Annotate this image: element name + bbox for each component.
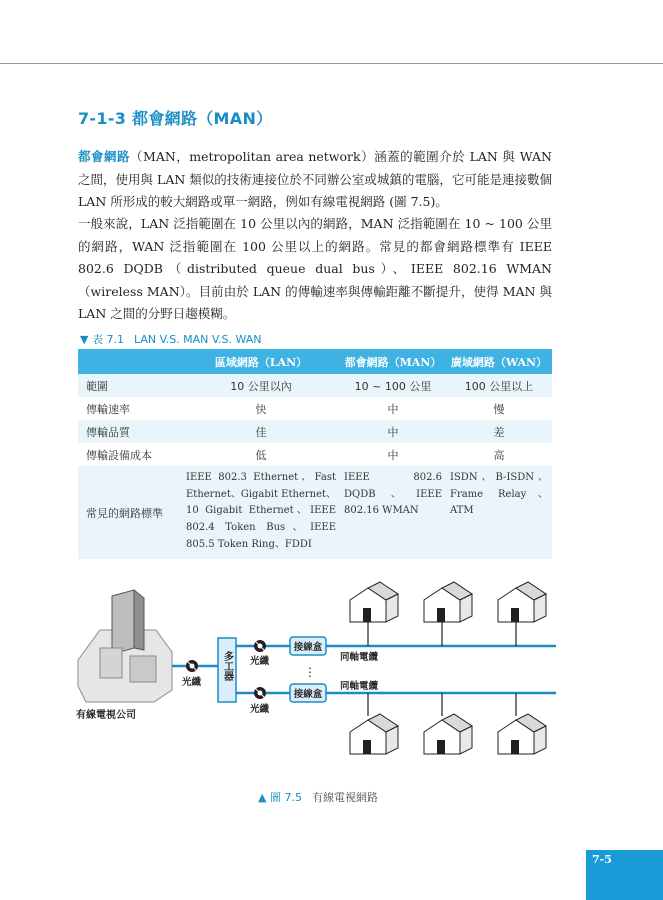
header-rule (0, 63, 663, 64)
figure-caption-text: 有線電視網路 (311, 791, 378, 804)
table-caption-text: LAN V.S. MAN V.S. WAN (133, 333, 262, 346)
table-cell: IEEE 802.3 Ethernet、Fast Ethernet、Gigabit Ethernet、10 Gigabit Ethernet、IEEE 802.4 Token Bus、IEEE 805.5 Token Ring、FDDI (182, 466, 340, 559)
paragraph-1-text: （MAN，metropolitan area network）涵蓋的範圍介於 LAN 與 WAN 之間，使用與 LAN 類似的技術連接位於不同辦公室或城鎮的電腦，它可能是連接數個 LAN 所形成的較大網路或單一網路，例如有線電視網路 (圖 7.5)。 (78, 149, 552, 209)
table-row (78, 466, 552, 559)
page-number: 7-5 (592, 853, 612, 866)
table-row (78, 397, 552, 420)
table-header-cell (78, 349, 182, 374)
fiber-node-icon (186, 660, 198, 672)
house-icon (424, 714, 472, 754)
coax-label-upper: 同軸電纜 (340, 652, 379, 663)
paragraph-1 (78, 146, 552, 214)
house-icon (350, 582, 398, 622)
table-cell: IEEE 802.6 DQDB、IEEE 802.16 WMAN (340, 466, 446, 559)
junction-box-label-lower: 接線盒 (293, 689, 323, 700)
table-cell: 高 (446, 443, 552, 466)
fiber-label-lower: 光纖 (250, 704, 270, 715)
house-icon (350, 714, 398, 754)
fiber-label: 光纖 (182, 677, 202, 688)
table-cell: ISDN、B-ISDN、Frame Relay、ATM (446, 466, 552, 559)
comparison-table (78, 349, 552, 559)
cable-tv-network-diagram (70, 578, 560, 770)
table-row (78, 420, 552, 443)
table-cell: 100 公里以上 (446, 374, 552, 397)
company-label: 有線電視公司 (76, 710, 136, 721)
row-label: 範圍 (78, 374, 182, 397)
table-header-row (78, 349, 552, 374)
section-title: 7-1-3 都會網路（MAN） (78, 109, 273, 128)
fiber-node-icon (254, 687, 266, 699)
key-term: 都會網路 (78, 149, 131, 164)
company-building-icon (78, 590, 172, 702)
table-cell: 10 公里以內 (182, 374, 340, 397)
paragraph-2: 一般來說，LAN 泛指範圍在 10 公里以內的網路，MAN 泛指範圍在 10 ~ 100 公里的網路，WAN 泛指範圍在 100 公里以上的網路。常見的都會網路標準有 IEEE 802.6 DQDB（distributed queue dual bus）、IEEE 802.16 WMAN（wireless MAN）。目前由於 LAN 的傳輸速率與傳輸距離不斷提升，使得 MAN 與 LAN 之間的分野日趨模糊。 (78, 216, 552, 321)
figure-caption (258, 789, 378, 805)
junction-box-label-upper: 接線盒 (293, 642, 323, 653)
table-cell: 10 ~ 100 公里 (340, 374, 446, 397)
table-cell: 快 (182, 397, 340, 420)
table-row (78, 374, 552, 397)
table-header-cell: 都會網路（MAN） (340, 349, 446, 374)
house-icon (498, 714, 546, 754)
row-label: 傳輸設備成本 (78, 443, 182, 466)
figure-caption-marker: ▲ 圖 7.5 (258, 791, 302, 804)
row-label: 傳輸速率 (78, 397, 182, 420)
table-header-cell: 廣域網路（WAN） (446, 349, 552, 374)
ellipsis-dots: ⋮ (304, 665, 316, 679)
table-caption (80, 331, 262, 347)
table-row (78, 443, 552, 466)
table-cell: 中 (340, 420, 446, 443)
table-header-cell: 區域網路（LAN） (182, 349, 340, 374)
coax-label-lower: 同軸電纜 (340, 681, 379, 692)
multiplexer-label: 多工器 (221, 651, 233, 681)
row-label: 常見的網路標準 (78, 466, 182, 559)
table-cell: 中 (340, 443, 446, 466)
house-icon (424, 582, 472, 622)
table-caption-marker: ▼ 表 7.1 (80, 333, 124, 346)
table-cell: 低 (182, 443, 340, 466)
fiber-label-upper: 光纖 (250, 656, 270, 667)
table-cell: 慢 (446, 397, 552, 420)
fiber-node-icon (254, 640, 266, 652)
table-cell: 中 (340, 397, 446, 420)
table-cell: 佳 (182, 420, 340, 443)
table-cell: 差 (446, 420, 552, 443)
row-label: 傳輸品質 (78, 420, 182, 443)
house-icon (498, 582, 546, 622)
